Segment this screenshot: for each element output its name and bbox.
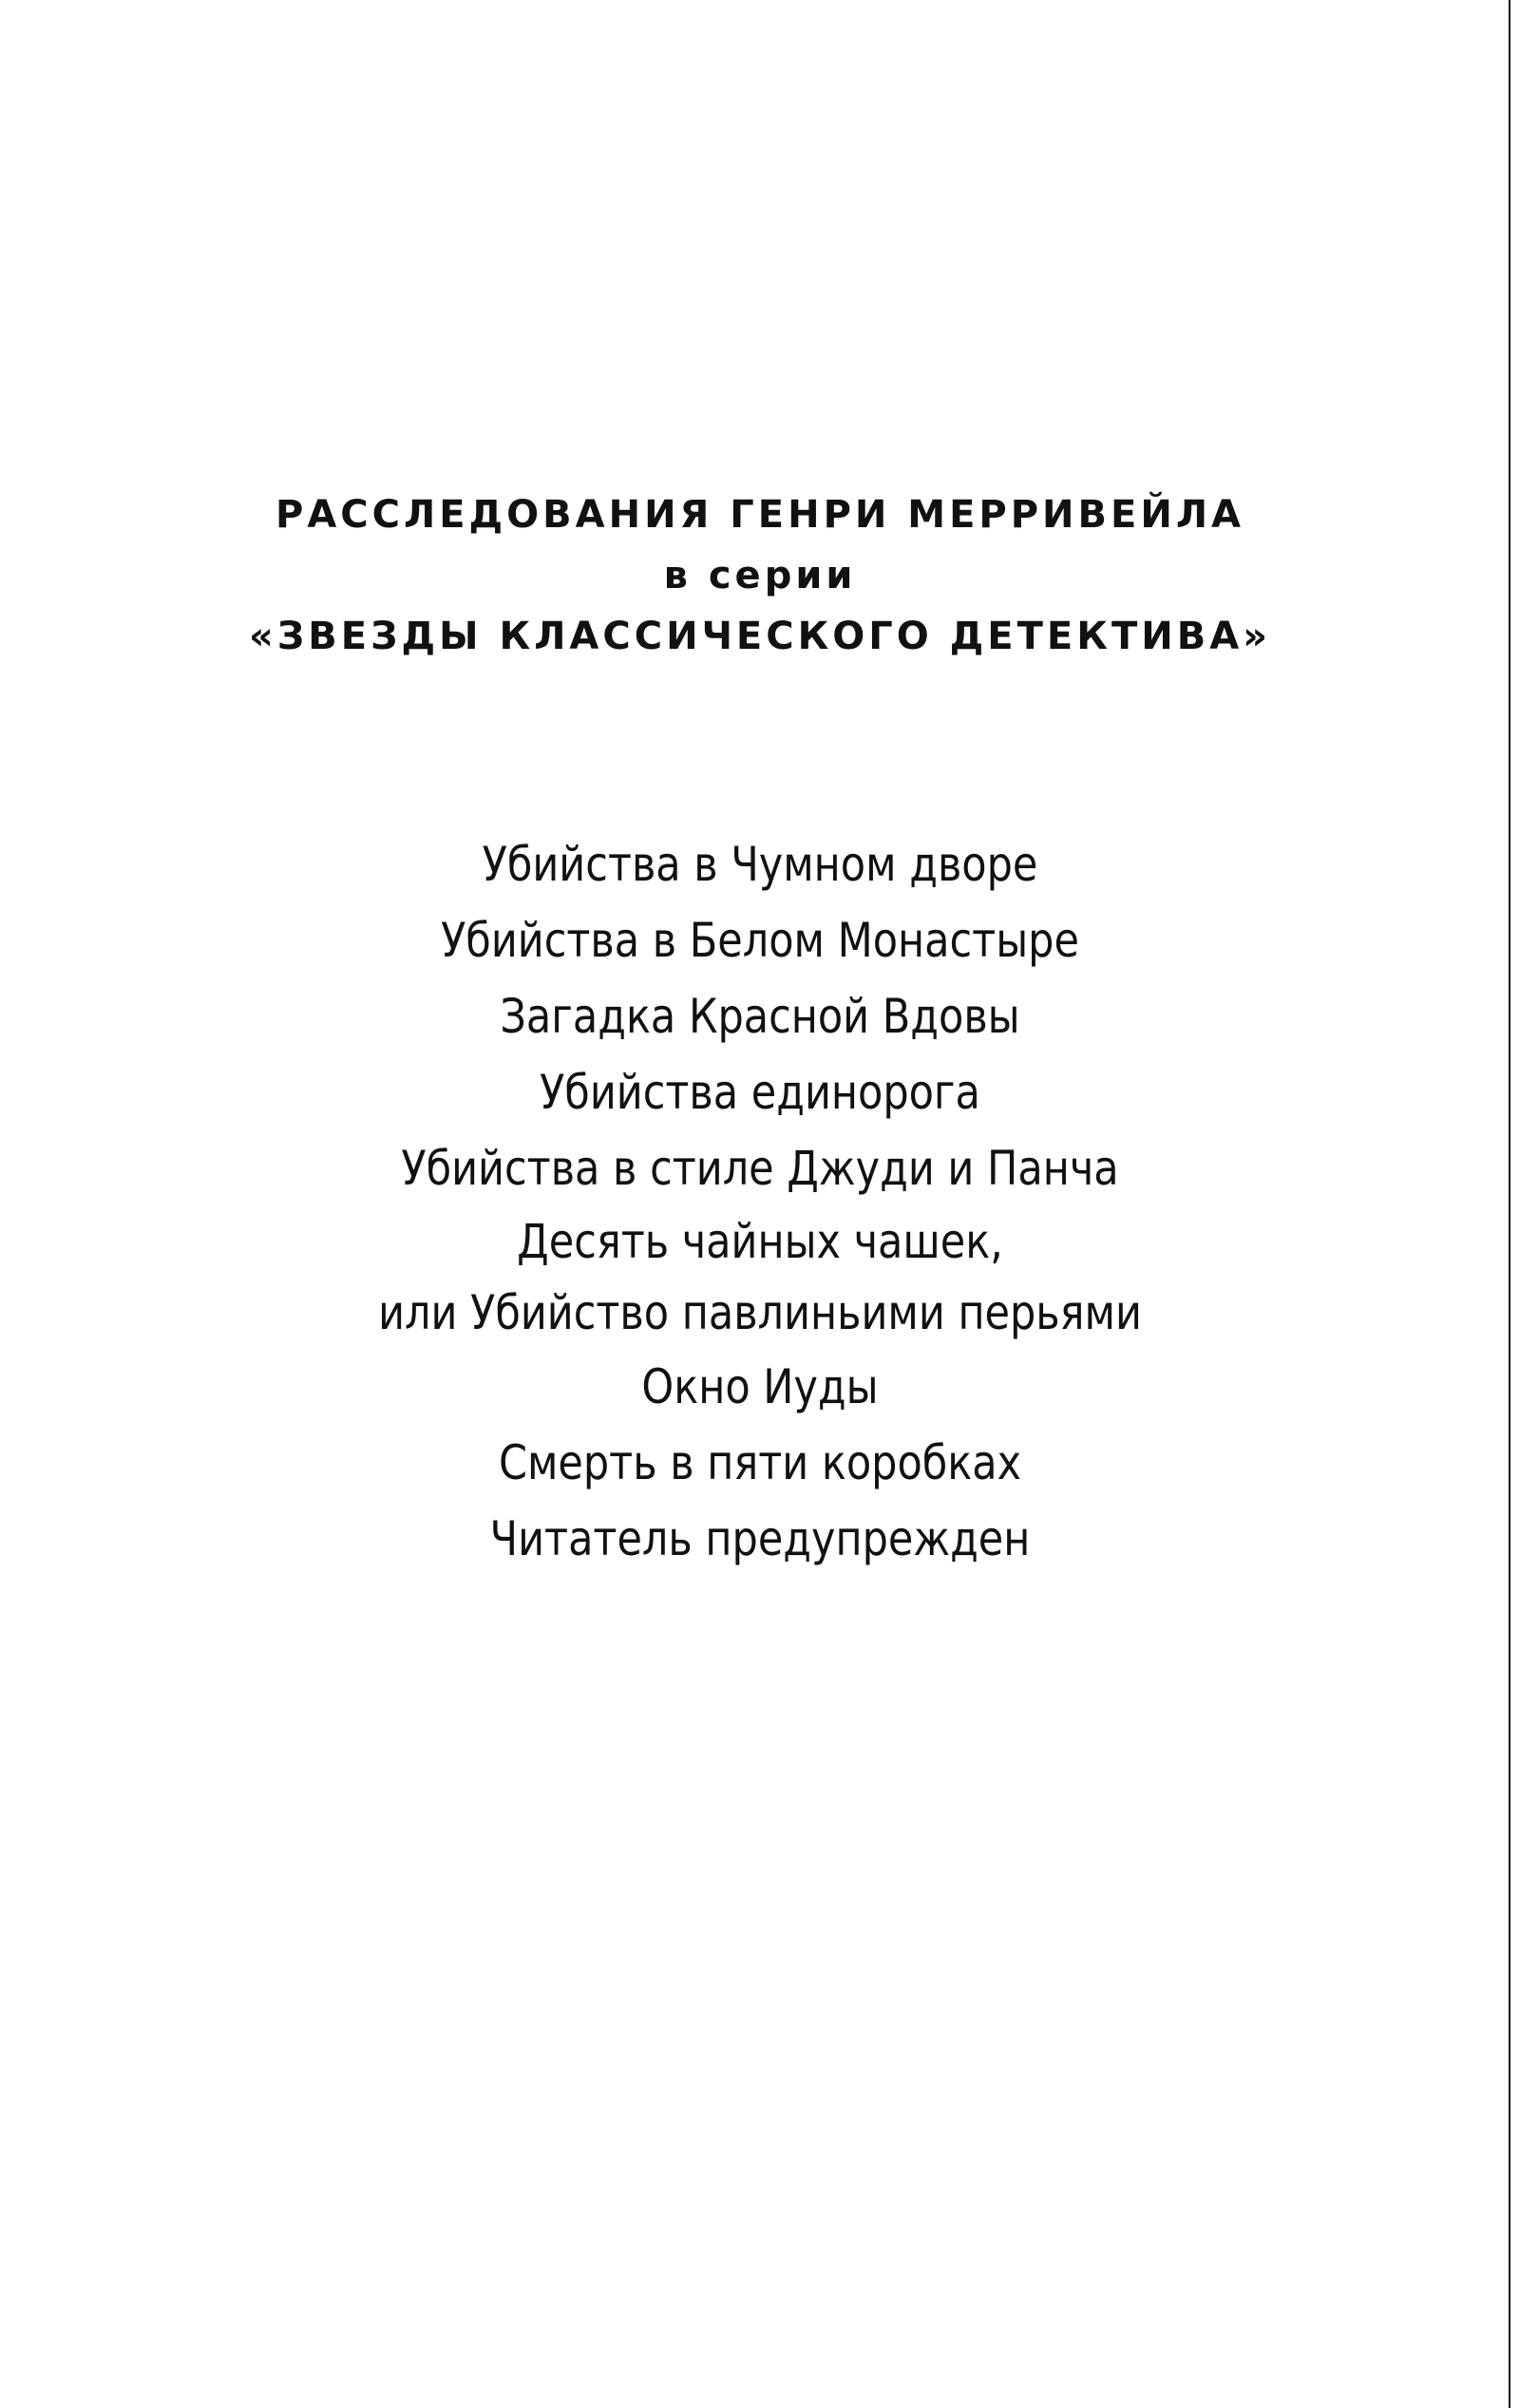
book-title: Убийства в Белом Монастыре — [441, 913, 1079, 968]
book-title-two-line — [106, 1206, 1414, 1349]
book-title: Загадка Красной Вдовы — [500, 989, 1020, 1044]
book-title-line: Десять чайных чашек, — [517, 1214, 1003, 1269]
book-titles-list — [0, 826, 1520, 1577]
series-header — [0, 484, 1520, 667]
book-title: Убийства единорога — [540, 1065, 980, 1120]
book-title: Читатель предупрежден — [489, 1511, 1031, 1566]
book-title: Смерть в пяти коробках — [498, 1435, 1022, 1490]
book-title: Окно Иуды — [641, 1359, 879, 1414]
series-header-series-name: «ЗВЕЗДЫ КЛАССИЧЕСКОГО ДЕТЕКТИВА» — [249, 615, 1271, 658]
book-title: Убийства в Чумном дворе — [482, 837, 1038, 892]
series-header-author: РАССЛЕДОВАНИЯ ГЕНРИ МЕРРИВЕЙЛА — [276, 493, 1244, 537]
book-title-line: или Убийство павлиньими перьями — [378, 1285, 1142, 1340]
book-title: Убийства в стиле Джуди и Панча — [401, 1141, 1119, 1196]
series-header-connector: в серии — [663, 554, 857, 597]
